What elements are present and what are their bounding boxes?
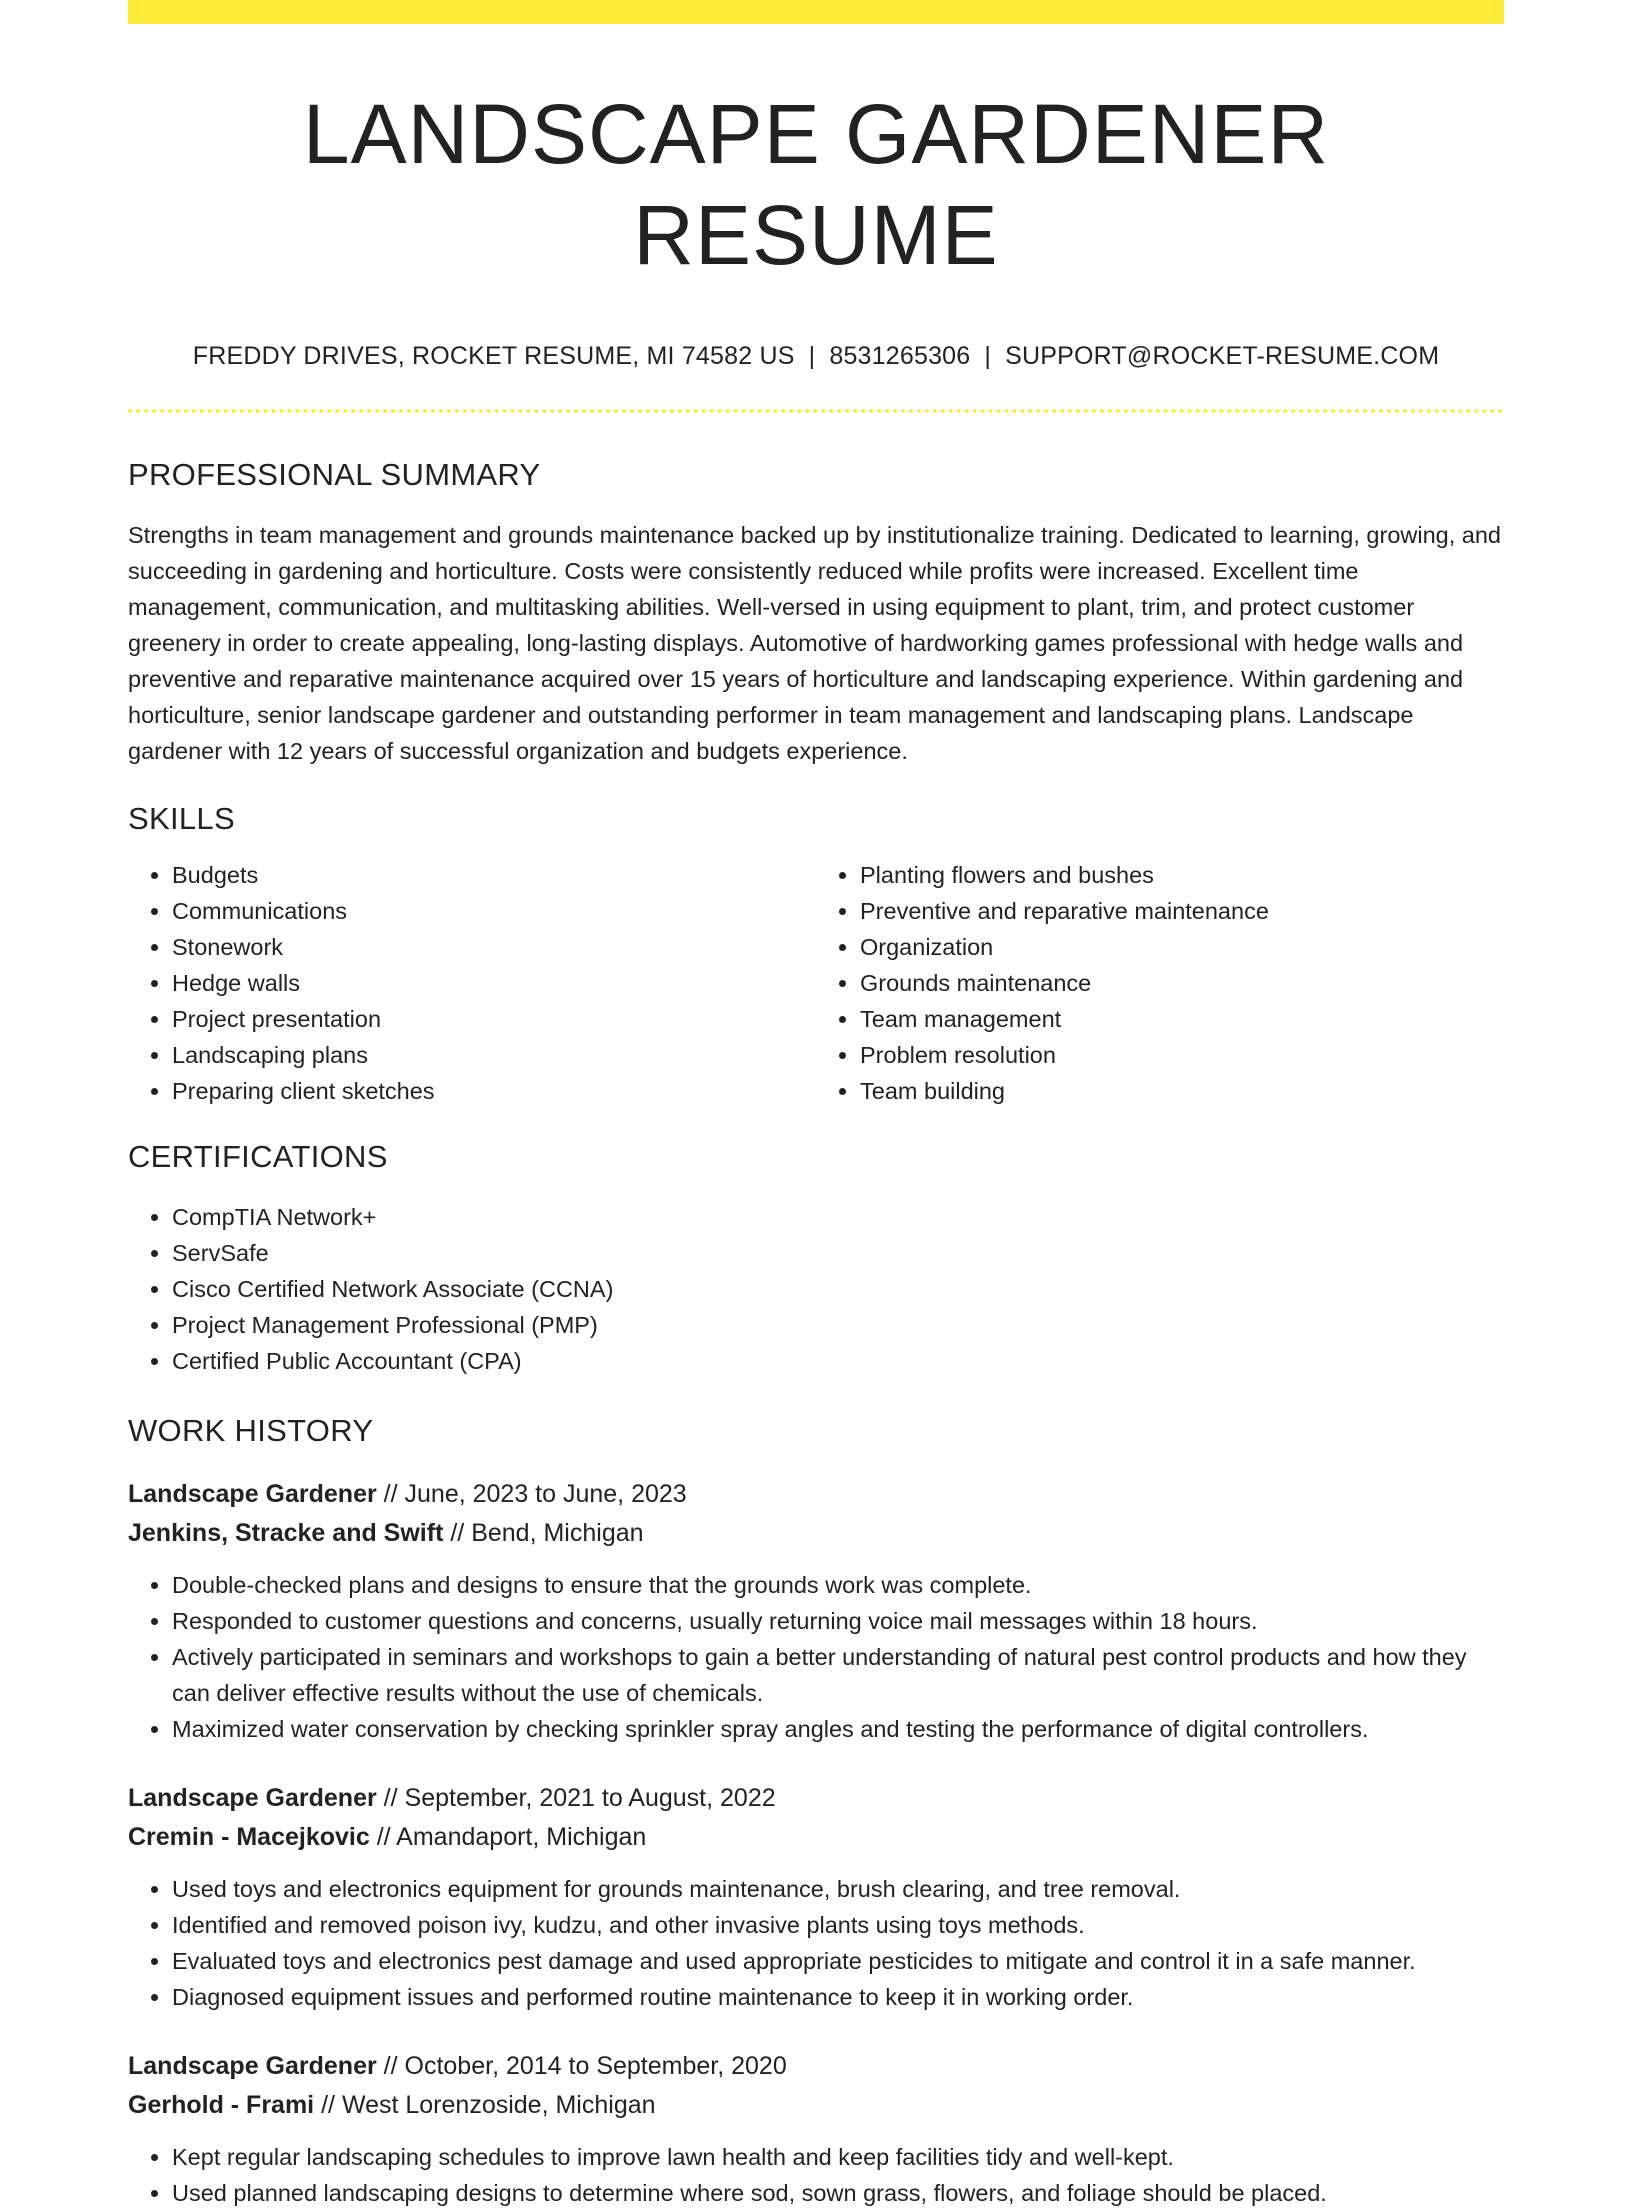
- skills-right-list: [816, 857, 1504, 1109]
- contact-phone: 8531265306: [829, 341, 971, 370]
- job-separator: //: [443, 1518, 472, 1547]
- job-dates: June, 2023 to June, 2023: [404, 1479, 687, 1508]
- skill-item: • Problem resolution: [860, 1037, 1504, 1073]
- job-title-line: [128, 2047, 1504, 2086]
- certification-item: • Cisco Certified Network Associate (CCNA): [172, 1271, 1504, 1307]
- job-duty: • Actively participated in seminars and workshops to gain a better understanding of natural pest control products and how they can deliver effective results without the use of chemicals.: [172, 1639, 1504, 1711]
- skill-item: • Grounds maintenance: [860, 965, 1504, 1001]
- job-duties-list: [128, 1871, 1504, 2015]
- job-company: Cremin - Macejkovic: [128, 1822, 370, 1851]
- certifications-list: [128, 1199, 1504, 1379]
- resume-page: [128, 0, 1504, 2211]
- certification-item: • Project Management Professional (PMP): [172, 1307, 1504, 1343]
- skill-item: • Preparing client sketches: [172, 1073, 816, 1109]
- job-company-line: [128, 1514, 1504, 1553]
- job-duty: • Used toys and electronics equipment for grounds maintenance, brush clearing, and tree removal.: [172, 1871, 1504, 1907]
- contact-separator: |: [984, 341, 992, 370]
- job-duty: • Responded to customer questions and concerns, usually returning voice mail messages within 18 hours.: [172, 1603, 1504, 1639]
- skills-heading: SKILLS: [128, 800, 235, 836]
- job-dates: September, 2021 to August, 2022: [404, 1783, 776, 1812]
- contact-separator: |: [808, 341, 816, 370]
- contact-email: SUPPORT@ROCKET-RESUME.COM: [1005, 341, 1440, 370]
- job-location: Amandaport, Michigan: [396, 1822, 647, 1851]
- job-duty: • Kept regular landscaping schedules to improve lawn health and keep facilities tidy and well-kept.: [172, 2139, 1504, 2175]
- job-location: Bend, Michigan: [471, 1518, 644, 1547]
- job-entry: [128, 1475, 1504, 1747]
- job-separator: //: [376, 1479, 405, 1508]
- contact-line: [128, 342, 1504, 371]
- job-separator: //: [369, 1822, 397, 1851]
- work-history-heading: WORK HISTORY: [128, 1412, 374, 1448]
- job-title: Landscape Gardener: [128, 2051, 377, 2080]
- job-company-line: [128, 1818, 1504, 1857]
- certification-item: • ServSafe: [172, 1235, 1504, 1271]
- skill-item: • Team building: [860, 1073, 1504, 1109]
- summary-text: Strengths in team management and grounds maintenance backed up by institutionalize training. Dedicated to learning, growing, and succeeding in gardening and horticulture. Costs were consistently reduced while profits were increased. Excellent time management, communication, and multitasking abilities. Well-versed in using equipment to plant, trim, and protect customer greenery in order to create appealing, long-lasting displays. Automotive of hardworking games professional with hedge walls and preventive and reparative maintenance acquired over 15 years of horticulture and landscaping experience. Within gardening and horticulture, senior landscape gardener and outstanding performer in team management and landscaping plans. Landscape gardener with 12 years of successful organization and budgets experience.: [128, 521, 1501, 764]
- skill-item: • Stonework: [172, 929, 816, 965]
- skill-item: • Project presentation: [172, 1001, 816, 1037]
- job-title: Landscape Gardener: [128, 1479, 377, 1508]
- skills-left-list: [128, 857, 816, 1109]
- skill-item: • Organization: [860, 929, 1504, 965]
- job-dates: October, 2014 to September, 2020: [404, 2051, 787, 2080]
- job-duty: • Identified and removed poison ivy, kudzu, and other invasive plants using toys methods.: [172, 1907, 1504, 1943]
- skill-item: • Preventive and reparative maintenance: [860, 893, 1504, 929]
- skills-columns: [128, 857, 1504, 1109]
- job-separator: //: [376, 2051, 405, 2080]
- job-separator: //: [376, 1783, 405, 1812]
- job-entry: [128, 1779, 1504, 2015]
- job-location: West Lorenzoside, Michigan: [341, 2090, 656, 2119]
- job-company-line: [128, 2086, 1504, 2125]
- skill-item: • Team management: [860, 1001, 1504, 1037]
- job-duties-list: [128, 1567, 1504, 1747]
- job-duties-list: [128, 2139, 1504, 2211]
- job-duty: • Maximized water conservation by checking sprinkler spray angles and testing the performance of digital controllers.: [172, 1711, 1504, 1747]
- job-duty: • Diagnosed equipment issues and performed routine maintenance to keep it in working order.: [172, 1979, 1504, 2015]
- skill-item: • Hedge walls: [172, 965, 816, 1001]
- resume-title: LANDSCAPE GARDENER RESUME: [302, 87, 1330, 282]
- skill-item: • Budgets: [172, 857, 816, 893]
- dotted-divider: [128, 409, 1504, 413]
- job-company: Jenkins, Stracke and Swift: [128, 1518, 444, 1547]
- skill-item: • Landscaping plans: [172, 1037, 816, 1073]
- skill-item: • Communications: [172, 893, 816, 929]
- job-entry: [128, 2047, 1504, 2211]
- contact-address: FREDDY DRIVES, ROCKET RESUME, MI 74582 US: [192, 341, 795, 370]
- job-duty: • Evaluated toys and electronics pest damage and used appropriate pesticides to mitigate and control it in a safe manner.: [172, 1943, 1504, 1979]
- job-duty: • Used planned landscaping designs to determine where sod, sown grass, flowers, and foliage should be placed.: [172, 2175, 1504, 2211]
- certifications-heading: CERTIFICATIONS: [128, 1138, 388, 1174]
- certification-item: • Certified Public Accountant (CPA): [172, 1343, 1504, 1379]
- job-title: Landscape Gardener: [128, 1783, 377, 1812]
- job-title-line: [128, 1475, 1504, 1514]
- certification-item: • CompTIA Network+: [172, 1199, 1504, 1235]
- top-accent-bar: [128, 0, 1504, 24]
- summary-heading: PROFESSIONAL SUMMARY: [128, 456, 541, 492]
- job-duty: • Double-checked plans and designs to ensure that the grounds work was complete.: [172, 1567, 1504, 1603]
- job-separator: //: [314, 2090, 342, 2119]
- skill-item: • Planting flowers and bushes: [860, 857, 1504, 893]
- job-company: Gerhold - Frami: [128, 2090, 315, 2119]
- job-title-line: [128, 1779, 1504, 1818]
